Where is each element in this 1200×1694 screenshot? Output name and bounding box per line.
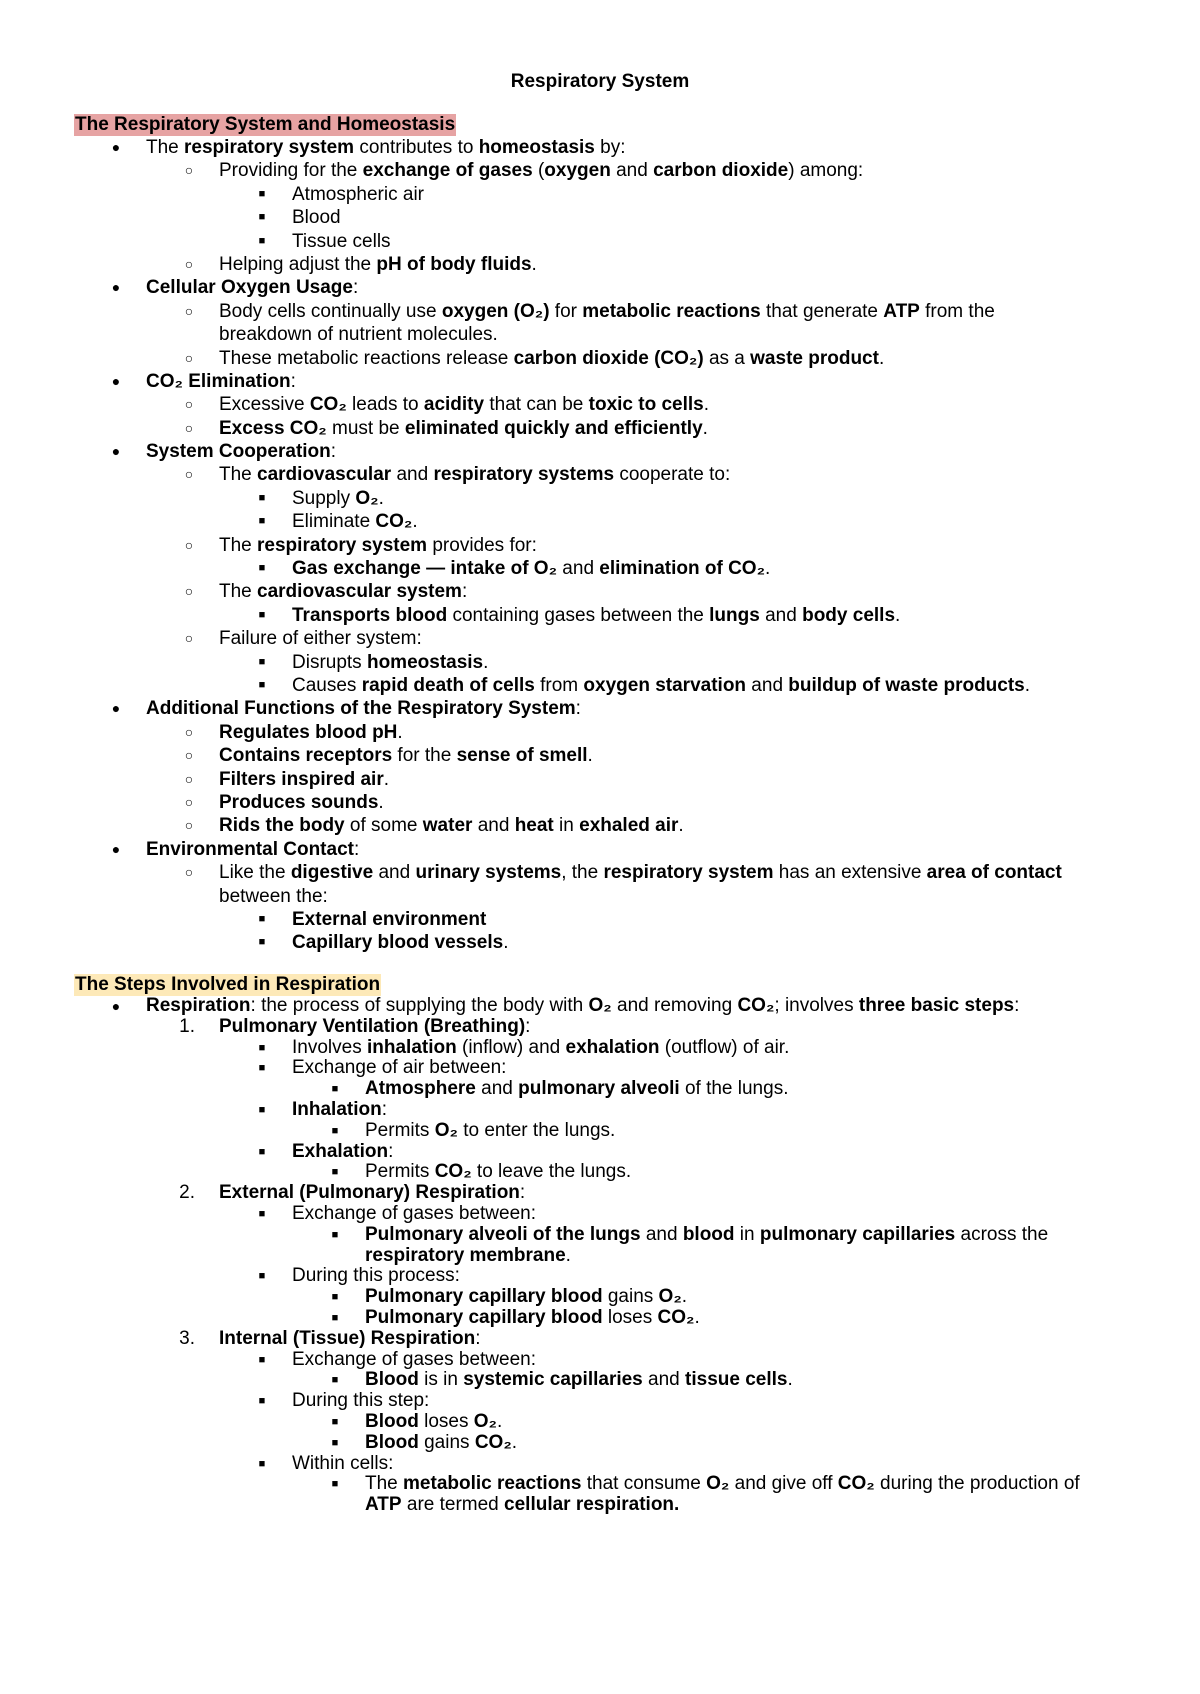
list-item [74,1350,1154,1371]
list-marker: ■ [258,912,266,925]
list-item [74,580,1154,603]
list-item-text: Rids the body of some water and heat in exhaled air. [219,815,684,837]
list-marker: ■ [258,562,266,575]
list-item-continuation [74,1246,1154,1267]
list-marker: ■ [258,234,266,247]
list-item [74,1183,1154,1204]
list-item [74,861,1154,884]
list-marker: ■ [331,1374,339,1387]
list-item [74,393,1154,416]
list-item [74,1038,1154,1059]
list-item [74,996,1154,1017]
list-marker: ○ [184,630,194,647]
list-marker: ■ [258,1041,266,1054]
list-item [74,1433,1154,1454]
list-item-text: Blood [292,207,341,229]
list-item-text: Exchange of gases between: [292,1348,537,1370]
list-item [74,1474,1154,1495]
list-item-text: During this step: [292,1390,430,1412]
list-item-text: Internal (Tissue) Respiration: [219,1327,481,1349]
section-body [74,996,1154,1516]
list-marker: ■ [258,1103,266,1116]
list-item-text: Excessive CO₂ leads to acidity that can be toxic to cells. [219,394,710,416]
list-item-text: System Cooperation: [146,441,337,463]
list-marker: ○ [184,723,194,740]
list-marker: ● [111,279,121,296]
list-marker: ■ [258,1353,266,1366]
list-marker: ■ [258,1270,266,1283]
list-item [74,1100,1154,1121]
list-item [74,931,1154,954]
list-marker: ■ [331,1311,339,1324]
list-item [74,440,1154,463]
list-item [74,253,1154,276]
list-marker: ■ [258,1062,266,1075]
list-marker: ■ [258,936,266,949]
list-marker: ○ [184,419,194,436]
list-item [74,1329,1154,1350]
list-marker: ■ [331,1436,339,1449]
list-marker: ○ [184,864,194,881]
list-item-text: Regulates blood pH. [219,721,403,743]
list-marker: ○ [184,396,194,413]
list-item-text: Excess CO₂ must be eliminated quickly and efficiently. [219,417,708,439]
document-title: Respiratory System [510,71,690,92]
list-item-text: Inhalation: [292,1098,388,1120]
list-marker: ○ [184,302,194,319]
list-item-continuation [74,885,1154,908]
list-marker: ○ [184,770,194,787]
list-item [74,1308,1154,1329]
list-item-text: During this process: [292,1265,460,1287]
list-marker: ○ [184,466,194,483]
list-item [74,1142,1154,1163]
list-item-text: The respiratory system provides for: [219,534,537,556]
list-item-text: Blood is in systemic capillaries and tissue cells. [365,1369,793,1391]
list-item [74,1266,1154,1287]
list-marker: ■ [331,1166,339,1179]
list-item-text: Atmospheric air [292,183,424,205]
list-item [74,370,1154,393]
list-marker: ○ [184,536,194,553]
list-marker: ■ [258,491,266,504]
list-item-text: Tissue cells [292,230,391,252]
list-item [74,1225,1154,1246]
list-marker: ■ [258,211,266,224]
list-marker: ■ [331,1083,339,1096]
list-item [74,1391,1154,1412]
list-item [74,1162,1154,1183]
list-marker: ● [111,139,121,155]
list-item-text: Failure of either system: [219,628,422,650]
list-marker: ■ [331,1228,339,1241]
list-item [74,1058,1154,1079]
list-marker: ■ [258,655,266,668]
list-item [74,791,1154,814]
list-item-text: The respiratory system contributes to homeostasis by: [146,137,626,158]
list-item-text: Permits O₂ to enter the lungs. [365,1119,616,1141]
list-marker: ● [111,840,121,857]
list-item-text: The cardiovascular system: [219,581,468,603]
list-item [74,814,1154,837]
list-marker: ○ [184,255,194,272]
list-marker: ○ [184,747,194,764]
list-item-text: Supply O₂. [292,487,384,509]
list-marker: ■ [258,1395,266,1408]
section-body [74,136,1154,955]
list-item [74,276,1154,299]
list-item-text: Contains receptors for the sense of smell. [219,745,593,767]
list-item [74,510,1154,533]
list-item-text: Eliminate CO₂. [292,511,418,533]
list-item-text: Gas exchange — intake of O₂ and elimination of CO₂. [292,558,771,580]
list-item-text: Additional Functions of the Respiratory System: [146,698,581,720]
list-item-text: Atmosphere and pulmonary alveoli of the lungs. [365,1078,789,1100]
list-item-text: Pulmonary capillary blood gains O₂. [365,1286,688,1308]
list-item-text: Environmental Contact: [146,838,360,860]
list-marker: 3. [179,1327,195,1349]
list-item [74,1370,1154,1391]
list-item-text: ATP are termed cellular respiration. [365,1494,680,1516]
list-marker: ■ [258,1207,266,1220]
list-item-text: Involves inhalation (inflow) and exhalation (outflow) of air. [292,1036,790,1058]
list-item-text: Helping adjust the pH of body fluids. [219,253,537,275]
list-item [74,651,1154,674]
list-item-text: Blood loses O₂. [365,1410,503,1432]
list-marker: 2. [179,1182,195,1204]
list-item-continuation [74,323,1154,346]
list-item-text: Transports blood containing gases between the lungs and body cells. [292,604,901,626]
list-item [74,744,1154,767]
list-marker: ■ [258,515,266,528]
list-item-text: Providing for the exchange of gases (oxygen and carbon dioxide) among: [219,160,864,182]
list-item [74,534,1154,557]
list-item [74,627,1154,650]
list-item [74,183,1154,206]
list-item-text: Filters inspired air. [219,768,390,790]
list-item-text: Like the digestive and urinary systems, the respiratory system has an extensive area of contact [219,862,1062,884]
list-item [74,1454,1154,1475]
list-marker: ● [111,443,121,460]
list-marker: ■ [331,1415,339,1428]
list-item-text: Exhalation: [292,1140,394,1162]
list-item-text: External (Pulmonary) Respiration: [219,1182,526,1204]
list-item [74,159,1154,182]
section-heading: The Steps Involved in Respiration [75,974,381,995]
list-item-text: Blood gains CO₂. [365,1431,518,1453]
list-marker: ● [111,998,121,1014]
list-item [74,1204,1154,1225]
list-item-text: breakdown of nutrient molecules. [219,324,498,346]
list-marker: ■ [331,1291,339,1304]
list-item [74,300,1154,323]
list-item-text: Exchange of gases between: [292,1202,537,1224]
list-item [74,1287,1154,1308]
list-marker: ■ [258,608,266,621]
list-item [74,136,1154,159]
list-item-text: Pulmonary Ventilation (Breathing): [219,1015,531,1037]
list-item [74,1412,1154,1433]
list-item-text: Disrupts homeostasis. [292,651,489,673]
list-item [74,838,1154,861]
list-item [74,557,1154,580]
list-item-text: Pulmonary capillary blood loses CO₂. [365,1306,700,1328]
list-marker: ■ [258,678,266,691]
list-marker: ○ [184,583,194,600]
list-item-text: Capillary blood vessels. [292,932,509,954]
list-item [74,721,1154,744]
list-item-continuation [74,1495,1154,1516]
list-marker: ■ [258,187,266,200]
list-item [74,1017,1154,1038]
list-item-text: External environment [292,908,487,930]
list-item-text: These metabolic reactions release carbon dioxide (CO₂) as a waste product. [219,347,885,369]
list-marker: ○ [184,162,194,179]
list-item [74,230,1154,253]
list-item [74,417,1154,440]
list-item-text: CO₂ Elimination: [146,370,296,392]
list-marker: ■ [258,1145,266,1158]
list-marker: ● [111,700,121,717]
list-item-text: between the: [219,885,328,907]
list-item-text: respiratory membrane. [365,1244,571,1266]
list-item-text: Respiration: the process of supplying the body with O₂ and removing CO₂; involves three basic steps: [146,995,1020,1016]
list-marker: ○ [184,817,194,834]
list-marker: ■ [331,1124,339,1137]
list-marker: ■ [331,1478,339,1491]
list-item-text: Permits CO₂ to leave the lungs. [365,1161,632,1183]
list-item [74,1121,1154,1142]
section-homeostasis [74,114,1154,955]
list-marker: 1. [179,1015,195,1037]
section-respiration-steps [74,974,1154,1516]
list-item [74,768,1154,791]
list-marker: ○ [184,793,194,810]
list-item-text: Causes rapid death of cells from oxygen starvation and buildup of waste products. [292,674,1031,696]
list-item [74,908,1154,931]
list-item [74,347,1154,370]
section-heading: The Respiratory System and Homeostasis [75,114,456,135]
list-marker: ● [111,372,121,389]
list-item-text: The metabolic reactions that consume O₂ and give off CO₂ during the production of [365,1473,1080,1495]
list-item-text: Cellular Oxygen Usage: [146,277,359,299]
list-item [74,1079,1154,1100]
list-item [74,697,1154,720]
list-item [74,604,1154,627]
list-item [74,463,1154,486]
list-marker: ■ [258,1457,266,1470]
list-item-text: Body cells continually use oxygen (O₂) for metabolic reactions that generate ATP from the [219,300,995,322]
list-marker: ○ [184,349,194,366]
list-item-text: The cardiovascular and respiratory systems cooperate to: [219,464,731,486]
list-item-text: Produces sounds. [219,791,384,813]
list-item [74,206,1154,229]
list-item [74,487,1154,510]
list-item-text: Exchange of air between: [292,1057,507,1079]
list-item [74,674,1154,697]
list-item-text: Pulmonary alveoli of the lungs and blood in pulmonary capillaries across the [365,1223,1049,1245]
list-item-text: Within cells: [292,1452,394,1474]
